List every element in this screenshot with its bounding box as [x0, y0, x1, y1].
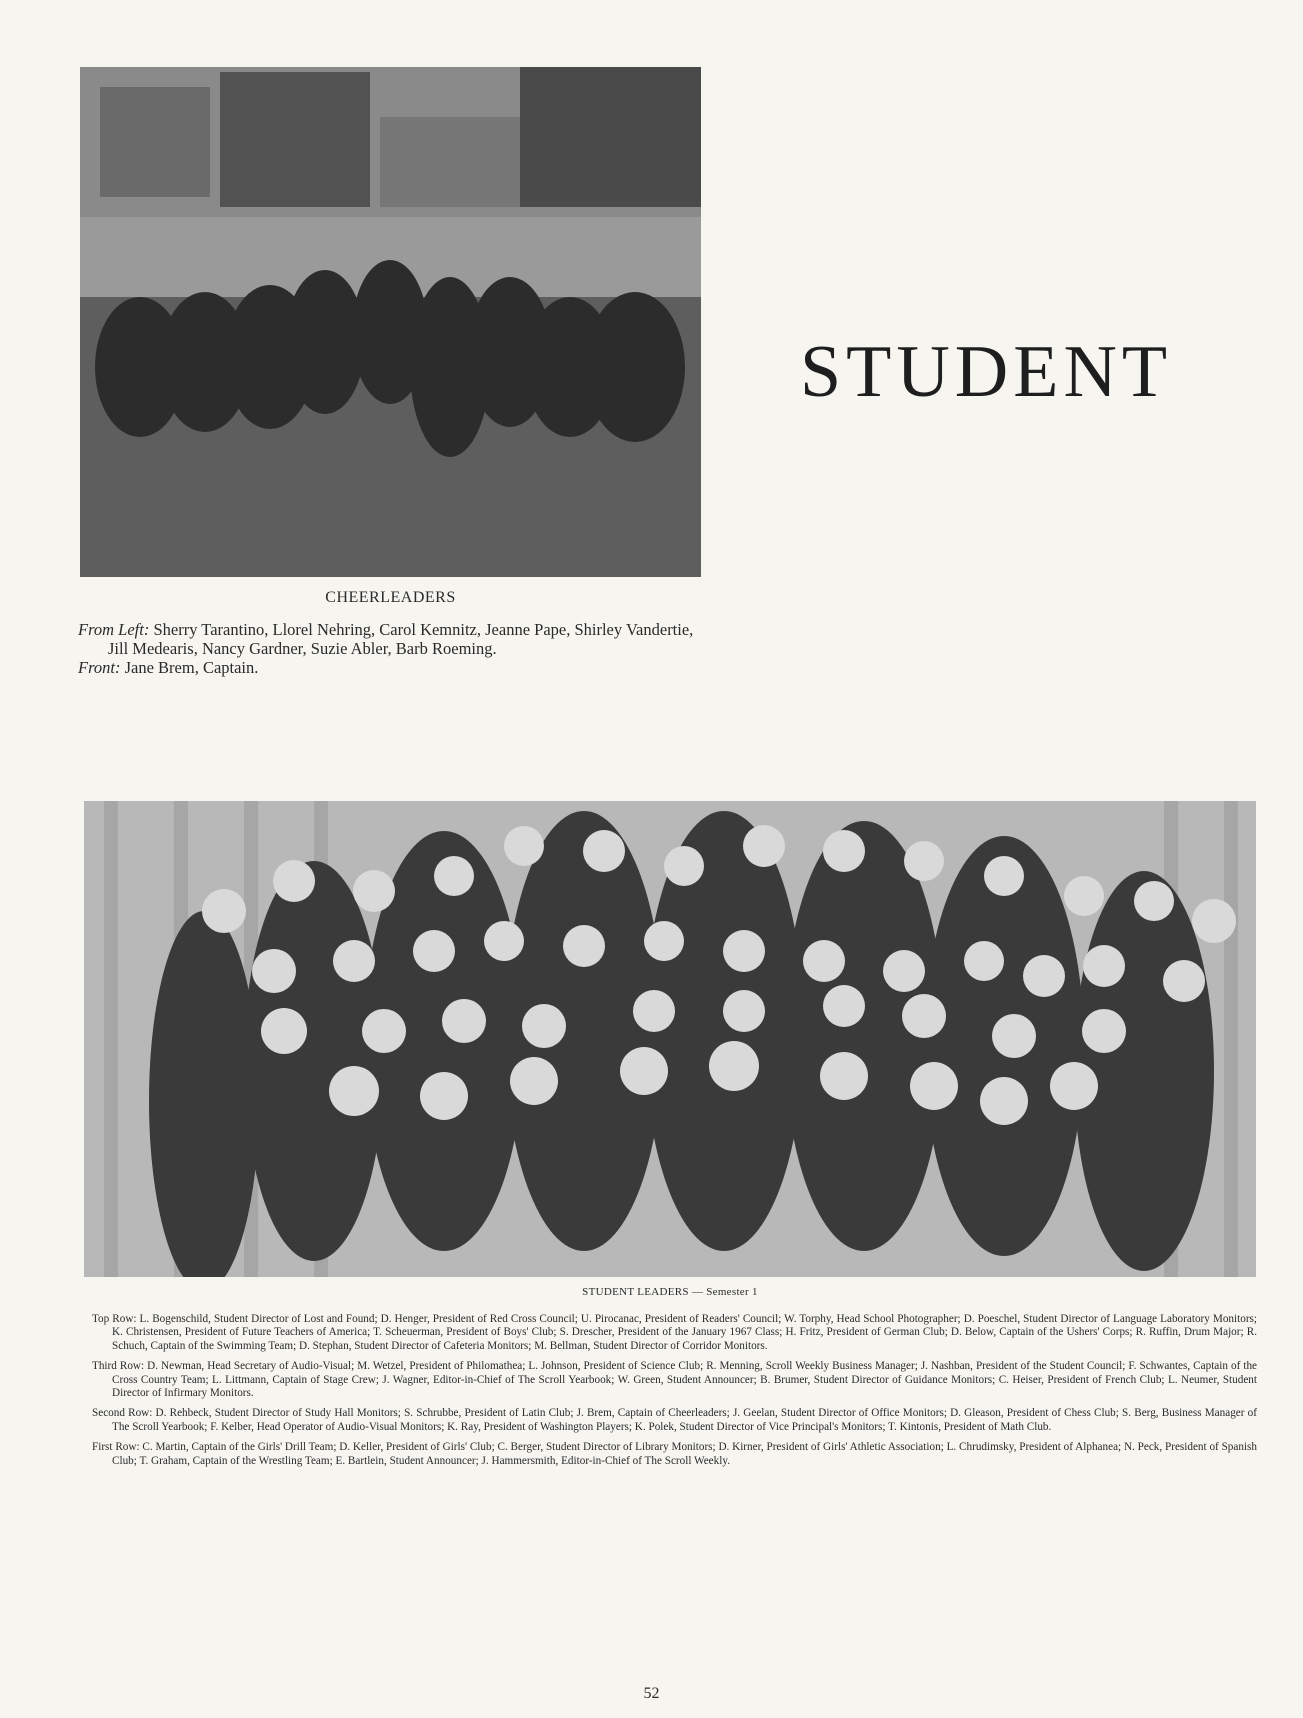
from-left-names: Sherry Tarantino, Llorel Nehring, Carol Kemnitz, Jeanne Pape, Shirley Vandertie, Jill Medearis, Nancy Gardner, Suzie Abler, Barb Roeming.	[108, 620, 694, 658]
leaders-row-first	[92, 1441, 1257, 1468]
row-label: Third Row:	[92, 1360, 145, 1373]
row-text: L. Bogenschild, Student Director of Lost and Found; D. Henger, President of Red Cross Council; U. Pirocanac, President of Readers' Council; W. Torphy, Head School Photographer; D. Poeschel, Student Director of Language Laboratory Monitors; K. Christensen, President of Future Teachers of America; T. Scheuerman, President of Boys' Club; S. Drescher, President of the January 1967 Class; H. Fritz, President of German Club; D. Below, Captain of the Ushers' Corps; R. Ruffin, Drum Major; R. Schuch, Captain of the Swimming Team; D. Stephan, Student Director of Cafeteria Monitors; M. Bellman, Student Director of Corridor Monitors.	[112, 1313, 1258, 1352]
front-line	[78, 658, 708, 677]
row-text: D. Newman, Head Secretary of Audio-Visual; M. Wetzel, President of Philomathea; L. Johnson, President of Science Club; R. Menning, Scroll Weekly Business Manager; J. Nashban, President of the Student Council; F. Schwantes, Captain of the Cross Country Team; L. Littmann, Captain of Stage Crew; J. Wagner, Editor-in-Chief of The Scroll Yearbook; W. Green, Student Announcer; B. Brumer, Student Director of Guidance Monitors; C. Heiser, President of French Club; L. Neumer, Student Director of Infirmary Monitors.	[112, 1360, 1257, 1400]
row-label: Second Row:	[92, 1407, 153, 1420]
student-leaders-heading: STUDENT LEADERS — Semester 1	[582, 1286, 758, 1298]
cheerleaders-heading: CHEERLEADERS	[325, 589, 456, 606]
front-label: Front:	[78, 658, 121, 677]
leaders-row-third	[92, 1360, 1257, 1400]
from-left-label: From Left:	[78, 620, 150, 639]
row-text: C. Martin, Captain of the Girls' Drill Team; D. Keller, President of Girls' Club; C. Berger, Student Director of Library Monitors; D. Kirner, President of Girls' Athletic Association; L. Chrudimsky, President of Alphanea; N. Peck, President of Spanish Club; T. Graham, Captain of the Wrestling Team; E. Bartlein, Student Announcer; J. Hammersmith, Editor-in-Chief of The Scroll Weekly.	[112, 1441, 1258, 1467]
cheerleaders-caption	[78, 620, 708, 677]
student-leaders-photo-scene	[84, 801, 1256, 1277]
from-left-line	[78, 620, 708, 658]
row-text: D. Rehbeck, Student Director of Study Hall Monitors; S. Schrubbe, President of Latin Club; J. Brem, Captain of Cheerleaders; J. Geelan, Student Director of Office Monitors; D. Gleason, President of Chess Club; S. Berg, Business Manager of The Scroll Yearbook; F. Kelber, Head Operator of Audio-Visual Monitors; K. Ray, President of Washington Players; K. Polek, Student Director of Vice Principal's Monitors; T. Kintonis, President of Math Club.	[112, 1407, 1257, 1433]
row-label: Top Row:	[92, 1313, 137, 1325]
page-number: 52	[643, 1685, 660, 1702]
row-label: First Row:	[92, 1441, 140, 1454]
leaders-row-second	[92, 1407, 1257, 1434]
student-leaders-caption	[92, 1313, 1257, 1475]
student-leaders-photo	[84, 801, 1256, 1277]
cheerleaders-photo	[80, 67, 701, 577]
front-names: Jane Brem, Captain.	[124, 658, 259, 677]
leaders-row-top	[92, 1313, 1257, 1353]
page-title: STUDENT	[800, 331, 1173, 413]
cheerleaders-photo-scene	[80, 67, 701, 577]
